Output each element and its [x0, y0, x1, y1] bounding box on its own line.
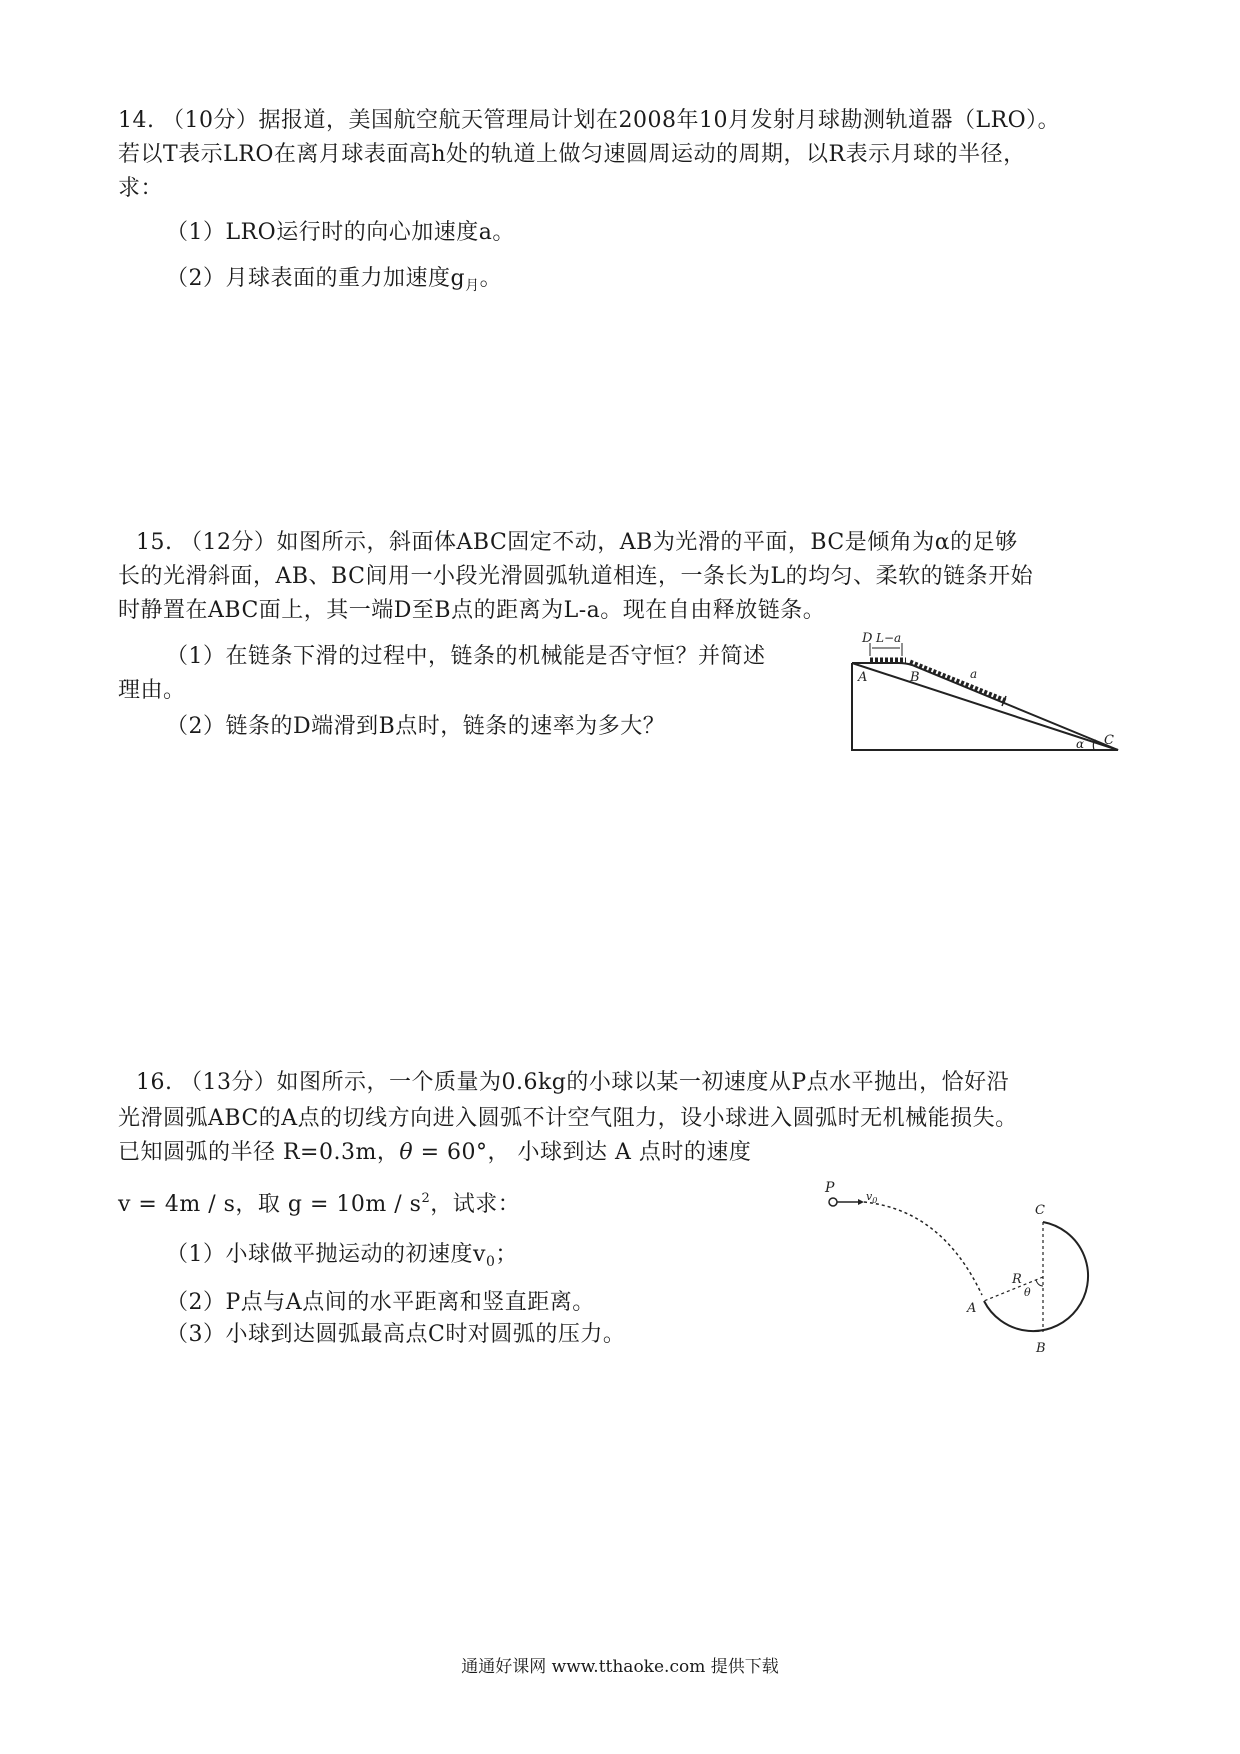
q14-part-1: （1）LRO运行时的向心加速度a。: [166, 220, 515, 245]
q15-line-1: 15. （12分）如图所示，斜面体ABC固定不动，AB为光滑的平面，BC是倾角为α的足够: [136, 530, 1018, 555]
label-a: a: [970, 667, 978, 681]
q15-part-2: （2）链条的D端滑到B点时，链条的速率为多大？: [166, 714, 666, 739]
label-L-minus-a: L−a: [876, 631, 902, 645]
q16-projectile-arc-figure: [822, 1180, 1112, 1380]
page-footer: 通通好课网 www.tthaoke.com 提供下载: [461, 1657, 779, 1677]
label-B: B: [910, 670, 920, 685]
q14-line-2: 若以T表示LRO在离月球表面高h处的轨道上做匀速圆周运动的周期，以R表示月球的半径，: [118, 142, 1026, 167]
q15-line-2: 长的光滑斜面，AB、BC间用一小段光滑圆弧轨道相连，一条长为L的均匀、柔软的链条开始: [118, 564, 1034, 589]
q16-part-2: （2）P点与A点间的水平距离和竖直距离。: [166, 1290, 595, 1315]
label-v0: $v_0$: [866, 1190, 878, 1205]
label-P: P: [825, 1180, 835, 1196]
q15-incline-figure: [848, 626, 1124, 756]
label-A: A: [858, 670, 868, 685]
q16-line-2: 光滑圆弧ABC的A点的切线方向进入圆弧不计空气阻力，设小球进入圆弧时无机械能损失。: [118, 1106, 1018, 1131]
q15-part-1-cont: 理由。: [118, 678, 186, 703]
q14-part-2: （2）月球表面的重力加速度$g_月$。: [166, 266, 503, 294]
q14-line-3: 求：: [118, 176, 164, 201]
label-D: D: [862, 631, 873, 646]
label-C: C: [1035, 1203, 1045, 1218]
q15-line-3: 时静置在ABC面上，其一端D至B点的距离为L-a。现在自由释放链条。: [118, 598, 826, 623]
label-C: C: [1104, 733, 1114, 748]
q16-line-4: v = 4m / s，取 $g = 10m / s^2$，试求：: [118, 1191, 521, 1217]
label-alpha: α: [1076, 737, 1085, 751]
label-R: R: [1012, 1272, 1022, 1287]
q16-line-3: 已知圆弧的半径 R=0.3m，θ = 60°， 小球到达 A 点时的速度: [118, 1140, 752, 1165]
q16-part-1: （1）小球做平抛运动的初速度$v_0$；: [166, 1242, 518, 1270]
q16-line-1: 16. （13分）如图所示，一个质量为0.6kg的小球以某一初速度从P点水平抛出，恰好沿: [136, 1070, 1010, 1095]
label-theta: θ: [1024, 1286, 1031, 1299]
label-A: A: [967, 1301, 977, 1316]
q16-part-3: （3）小球到达圆弧最高点C时对圆弧的压力。: [166, 1322, 626, 1347]
q14-line-1: 14. （10分）据报道，美国航空航天管理局计划在2008年10月发射月球勘测轨道器（LRO）。: [118, 108, 1061, 133]
q15-part-1: （1）在链条下滑的过程中，链条的机械能是否守恒？并简述: [166, 644, 766, 669]
label-B: B: [1036, 1341, 1046, 1356]
